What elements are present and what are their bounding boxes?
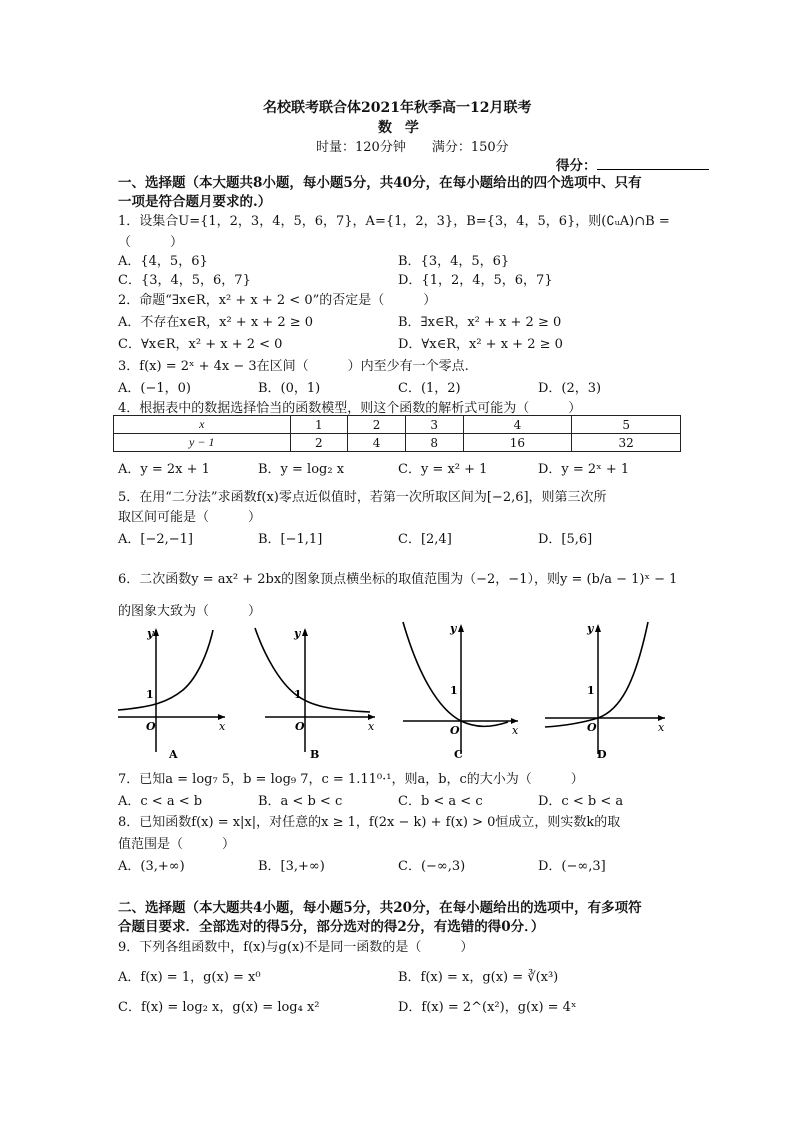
q8-stem-line1: 8．已知函数f(x) = x|x|，对任意的x ≥ 1，f(2x − k) + f(x) > 0恒成立，则实数k的取 (118, 815, 621, 830)
x-label: x (512, 724, 519, 737)
q6-stem-line2: 的图象大致为（ ） (118, 604, 262, 619)
curve (118, 630, 213, 710)
table-cell: 3 (405, 416, 463, 434)
x-label: x (219, 720, 226, 733)
table-cell: 32 (572, 434, 681, 452)
q1-option-b: B．{3，4，5，6} (398, 254, 510, 269)
x-label: x (368, 720, 375, 733)
q7-option-d: D．c < b < a (538, 794, 624, 809)
origin-label: O (146, 720, 156, 733)
q5-option-a: A．[−2,−1] (118, 532, 193, 547)
curve (545, 622, 648, 727)
exam-title: 名校联考联合体2021年秋季高一12月联考 (263, 100, 532, 116)
table-cell: 5 (572, 416, 681, 434)
q7-option-c: C．b < a < c (398, 794, 483, 809)
y-label: y (294, 627, 301, 640)
y-axis-arrow (302, 628, 308, 636)
curve (255, 628, 370, 712)
q2-option-b: B．∃x∈R，x² + x + 2 ≥ 0 (398, 315, 562, 330)
q3-option-c: C．(1，2) (398, 381, 461, 396)
graph-label: C (454, 748, 463, 761)
score-blank (597, 157, 709, 170)
q5-stem-line1: 5．在用“二分法”求函数f(x)零点近似值时，若第一次所取区间为[−2,6]，则第三次所 (118, 490, 607, 505)
q6-graph-a (113, 622, 228, 762)
origin-label: O (450, 724, 460, 737)
section1-line2: 一项是符合题月要求的.） (118, 194, 272, 210)
q9-option-a: A．f(x) = 1，g(x) = x⁰ (118, 970, 261, 985)
y-axis-arrow (595, 624, 601, 632)
q1-option-d: D．{1，2，4，5，6，7} (398, 273, 553, 288)
q6-graph-d (540, 614, 670, 762)
q3-option-a: A．(−1，0) (118, 381, 191, 396)
exam-info: 时量：120分钟 满分：150分 (316, 140, 509, 155)
q5-option-c: C．[2,4] (398, 532, 452, 547)
q4-stem: 4．根据表中的数据选择恰当的函数模型，则这个函数的解析式可能为（ ） (118, 401, 582, 416)
table-cell: 4 (348, 434, 406, 452)
score-label: 得分： (556, 158, 597, 174)
origin-label: O (295, 720, 305, 733)
q5-option-b: B．[−1,1] (258, 532, 323, 547)
q2-option-c: C．∀x∈R，x² + x + 2 < 0 (118, 337, 283, 352)
y-label: y (450, 622, 457, 635)
q6-graph-b (250, 622, 380, 762)
q1-paren: （ ） (118, 235, 184, 250)
q4-data-table (113, 415, 681, 452)
table-row (114, 434, 681, 452)
q2-stem: 2．命题“∃x∈R，x² + x + 2 < 0”的否定是（ ） (118, 293, 437, 308)
table-cell: 2 (348, 416, 406, 434)
q9-stem: 9．下列各组函数中，f(x)与g(x)不是同一函数的是（ ） (118, 940, 474, 955)
q8-option-d: D．(−∞,3] (538, 859, 606, 874)
tick-label: 1 (294, 688, 302, 701)
section2-line2: 合题目要求．全部选对的得5分，部分选对的得2分，有选错的得0分．） (118, 919, 545, 935)
q1-stem: 1．设集合U={1，2，3，4，5，6，7}，A={1，2，3}，B={3，4，5，6}，则(∁ᵤA)∩B = (118, 214, 670, 229)
q1-option-c: C．{3，4，5，6，7} (118, 273, 251, 288)
section1-line1: 一、选择题（本大题共8小题，每小题5分，共40分，在每小题给出的四个选项中、只有 (118, 175, 642, 191)
table-cell: x (114, 416, 291, 434)
q4-option-b: B．y = log₂ x (258, 462, 345, 477)
graph-label: A (169, 748, 178, 761)
q3-option-b: B．(0，1) (258, 381, 321, 396)
subject-title: 数 学 (378, 120, 423, 136)
section2-line1: 二、选择题（本大题共4小题，每小题5分，共20分，在每小题给出的选项中，有多项符 (118, 900, 642, 916)
q2-option-a: A．不存在x∈R，x² + x + 2 ≥ 0 (118, 315, 314, 330)
q4-option-d: D．y = 2ˣ + 1 (538, 462, 630, 477)
q7-stem: 7．已知a = log₇ 5，b = log₉ 7，c = 1.11⁰·¹，则a，b，c的大小为（ ） (118, 772, 584, 787)
table-cell: y − 1 (114, 434, 291, 452)
graph-label: B (310, 748, 320, 761)
q3-option-d: D．(2，3) (538, 381, 602, 396)
graph-label: D (597, 748, 607, 761)
y-axis-arrow (153, 628, 159, 636)
q7-option-a: A．c < a < b (118, 794, 203, 809)
tick-label: 1 (587, 684, 595, 697)
origin-label: O (587, 721, 597, 734)
q3-stem: 3．f(x) = 2ˣ + 4x − 3在区间（ ）内至少有一个零点. (118, 359, 469, 374)
q6-stem-line1: 6．二次函数y = ax² + 2bx的图象顶点横坐标的取值范围为（−2，−1），则y = (b/a − 1)ˣ − 1 (118, 572, 678, 587)
q8-option-b: B．[3,+∞) (258, 859, 325, 874)
q8-option-a: A．(3,+∞) (118, 859, 185, 874)
x-label: x (658, 721, 665, 734)
table-row (114, 416, 681, 434)
curve (403, 622, 508, 726)
q5-stem-line2: 取区间可能是（ ） (118, 510, 262, 525)
y-axis-arrow (458, 624, 464, 632)
y-label: y (587, 622, 594, 635)
tick-label: 1 (450, 684, 458, 697)
q5-option-d: D．[5,6] (538, 532, 593, 547)
q4-option-c: C．y = x² + 1 (398, 462, 488, 477)
y-label: y (147, 627, 154, 640)
q4-option-a: A．y = 2x + 1 (118, 462, 210, 477)
q1-option-a: A．{4，5，6} (118, 254, 208, 269)
q9-option-b: B．f(x) = x，g(x) = ∛(x³) (398, 970, 559, 985)
q9-option-c: C．f(x) = log₂ x，g(x) = log₄ x² (118, 1000, 320, 1015)
q2-option-d: D．∀x∈R，x² + x + 2 ≥ 0 (398, 337, 563, 352)
tick-label: 1 (146, 688, 154, 701)
table-cell: 2 (290, 434, 348, 452)
table-cell: 4 (463, 416, 572, 434)
q7-option-b: B．a < b < c (258, 794, 343, 809)
q8-option-c: C．(−∞,3) (398, 859, 466, 874)
q6-graph-c (398, 614, 523, 762)
table-cell: 8 (405, 434, 463, 452)
q9-option-d: D．f(x) = 2^(x²)，g(x) = 4ˣ (398, 1000, 577, 1015)
table-cell: 16 (463, 434, 572, 452)
q8-stem-line2: 值范围是（ ） (118, 837, 236, 852)
table-cell: 1 (290, 416, 348, 434)
